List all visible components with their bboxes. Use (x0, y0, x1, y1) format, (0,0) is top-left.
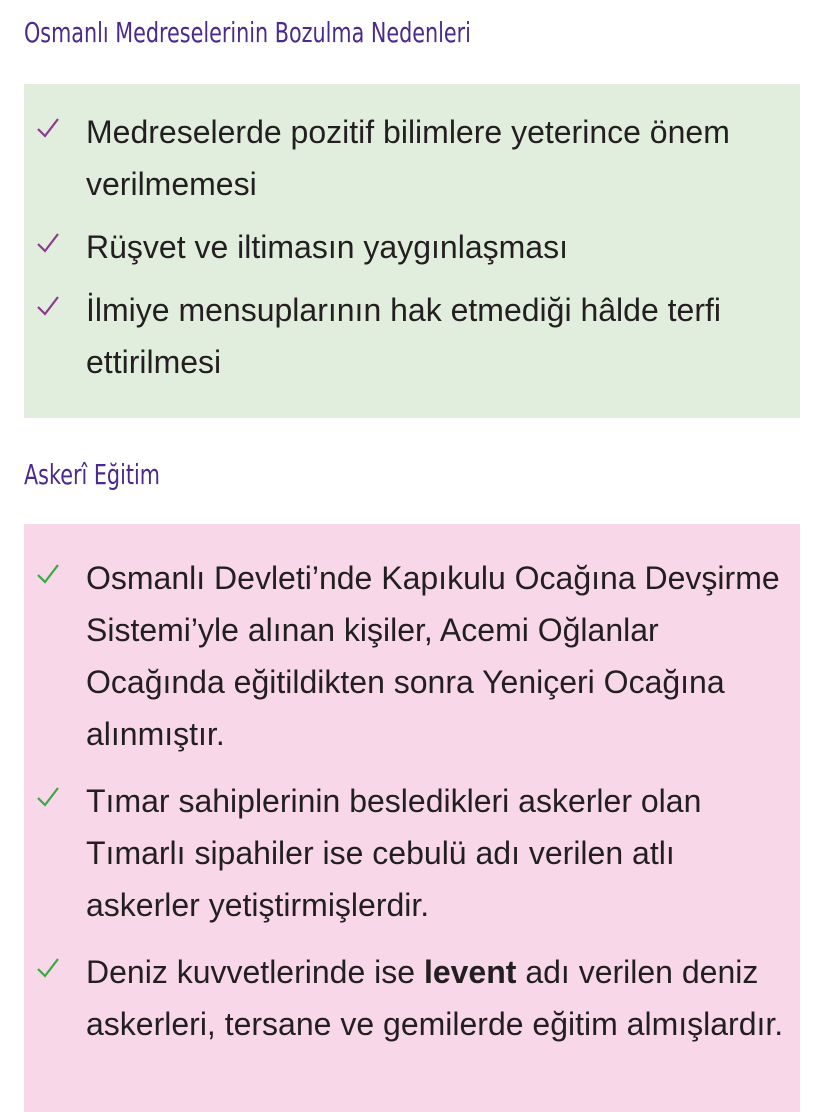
list-item-text-before: Deniz kuvvetlerinde ise (86, 954, 424, 990)
list-item-text-after: adı verilen deniz askerleri, tersane ve gemilerde eğitim almışlardır. (86, 954, 784, 1042)
list-item-text: Tımar sahiplerinin besledikleri askerler olan Tımarlı sipahiler ise cebulü adı verilen atlı askerler yetiştirmişlerdir. (86, 783, 702, 923)
check-mark-icon (36, 956, 60, 980)
list-item (24, 946, 800, 1050)
list-item (24, 221, 800, 273)
check-mark-icon (36, 562, 60, 586)
medrese-reasons-box (24, 84, 800, 418)
list-item (24, 106, 800, 210)
check-mark-icon (36, 785, 60, 809)
list-item-text: İlmiye mensuplarının hak etmediği hâlde terfi ettirilmesi (86, 292, 721, 380)
check-mark-icon (36, 116, 60, 140)
list-item-text: Osmanlı Devleti’nde Kapıkulu Ocağına Devşirme Sistemi’yle alınan kişiler, Acemi Oğlanlar Ocağında eğitildikten sonra Yeniçeri Ocağına alınmıştır. (86, 560, 780, 752)
section-title-military: Askerî Eğitim (24, 458, 160, 491)
check-mark-icon (36, 231, 60, 255)
bold-term-levent: levent (423, 954, 517, 990)
military-education-box (24, 524, 800, 1112)
list-item (24, 775, 800, 931)
list-item-text: Medreselerde pozitif bilimlere yeterince önem verilmemesi (86, 114, 730, 202)
medrese-reasons-list (24, 106, 800, 388)
list-item (24, 552, 800, 760)
list-item-text: Rüşvet ve iltimasın yaygınlaşması (86, 229, 568, 265)
section-title-medrese: Osmanlı Medreselerinin Bozulma Nedenleri (24, 16, 471, 49)
check-mark-icon (36, 294, 60, 318)
military-education-list (24, 552, 800, 1050)
list-item (24, 284, 800, 388)
